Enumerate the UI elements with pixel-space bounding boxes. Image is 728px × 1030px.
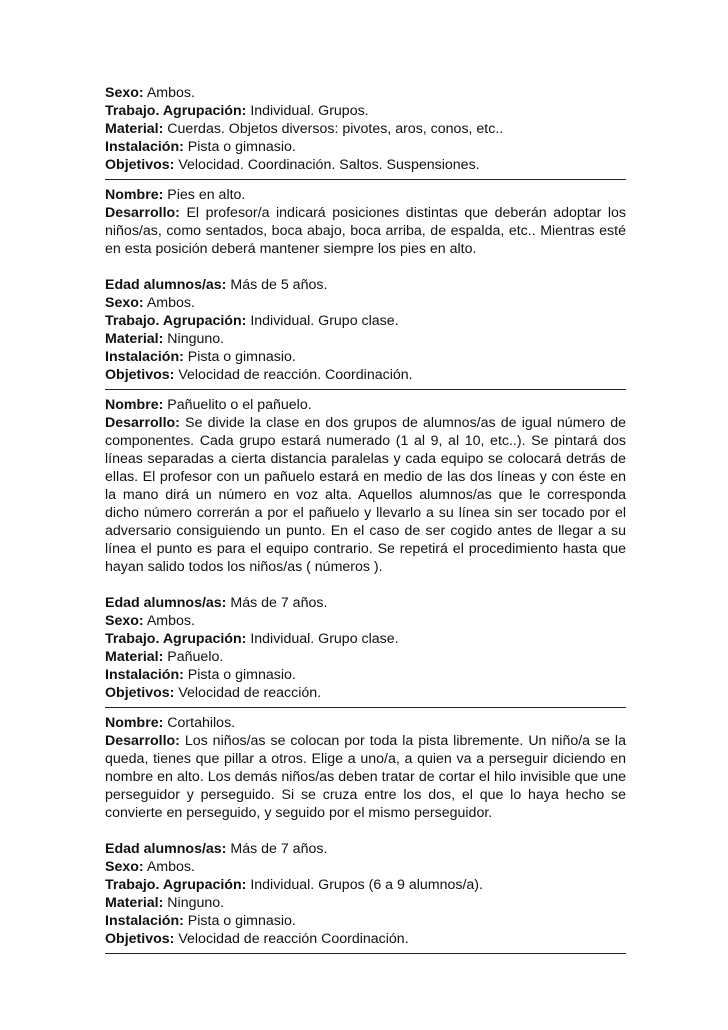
instalacion-label: Instalación: [105,139,184,155]
objetivos-label: Objetivos: [105,157,175,173]
sexo-line [105,858,626,876]
edad-value: Más de 7 años. [230,595,328,611]
game-details-block [105,84,626,174]
material-label: Material: [105,895,164,911]
edad-label: Edad alumnos/as: [105,595,227,611]
objetivos-label: Objetivos: [105,685,175,701]
edad-line [105,840,626,858]
trabajo-value: Individual. Grupos. [250,103,369,119]
section-divider [105,953,626,954]
material-line [105,894,626,912]
nombre-label: Nombre: [105,397,164,413]
trabajo-line [105,630,626,648]
trabajo-value: Individual. Grupos (6 a 9 alumnos/a). [250,877,483,893]
objetivos-label: Objetivos: [105,367,175,383]
edad-value: Más de 7 años. [230,841,328,857]
sexo-value: Ambos. [146,85,195,101]
game-entry [105,714,626,948]
sexo-line [105,294,626,312]
material-line [105,330,626,348]
spacer [105,822,626,840]
sexo-label: Sexo: [105,859,144,875]
sexo-label: Sexo: [105,295,144,311]
desarrollo-value: Los niños/as se colocan por toda la pista libremente. Un niño/a se la queda, tienes que pillar a otros. Elige a uno/a, a quien va a perseguir diciendo en nombre en alto. Los demás niños/as deben tratar de cortar el hilo invisible que une perseguidor y perseguido. Si se cruza entre los dos, el que lo haya hecho se convierte en perseguido, y seguido por el mismo perseguidor. [105,733,626,821]
objetivos-line [105,930,626,948]
instalacion-label: Instalación: [105,913,184,929]
desarrollo-paragraph [105,204,626,258]
instalacion-value: Pista o gimnasio. [187,349,296,365]
nombre-value: Pies en alto. [167,187,246,203]
spacer [105,258,626,276]
trabajo-line [105,876,626,894]
game-entry [105,396,626,702]
trabajo-label: Trabajo. Agrupación: [105,631,247,647]
nombre-value: Pañuelito o el pañuelo. [167,397,312,413]
edad-value: Más de 5 años. [230,277,328,293]
nombre-label: Nombre: [105,715,164,731]
objetivos-value: Velocidad de reacción. Coordinación. [178,367,413,383]
instalacion-label: Instalación: [105,349,184,365]
edad-line [105,276,626,294]
objetivos-value: Velocidad de reacción. [178,685,322,701]
sexo-value: Ambos. [146,859,195,875]
nombre-line [105,714,626,732]
section-divider [105,389,626,390]
trabajo-line [105,312,626,330]
material-value: Ninguno. [167,895,225,911]
sexo-label: Sexo: [105,613,144,629]
desarrollo-paragraph [105,414,626,576]
instalacion-label: Instalación: [105,667,184,683]
nombre-value: Cortahilos. [167,715,236,731]
trabajo-label: Trabajo. Agrupación: [105,877,247,893]
edad-line [105,594,626,612]
desarrollo-value: El profesor/a indicará posiciones distintas que deberán adoptar los niños/as, como sentados, boca abajo, boca arriba, de espalda, etc.. Mientras esté en esta posición deberá mantener siempre los pies en alto. [105,205,626,257]
objetivos-label: Objetivos: [105,931,175,947]
objetivos-value: Velocidad de reacción Coordinación. [178,931,409,947]
trabajo-label: Trabajo. Agrupación: [105,313,247,329]
document-page [105,84,626,960]
instalacion-value: Pista o gimnasio. [187,139,296,155]
game-entry [105,186,626,384]
material-line [105,648,626,666]
material-value: Ninguno. [167,331,225,347]
sexo-value: Ambos. [146,613,195,629]
sexo-line [105,612,626,630]
edad-label: Edad alumnos/as: [105,841,227,857]
material-value: Cuerdas. Objetos diversos: pivotes, aros, conos, etc.. [167,121,504,137]
desarrollo-label: Desarrollo: [105,415,180,431]
objetivos-line [105,684,626,702]
instalacion-value: Pista o gimnasio. [187,913,296,929]
nombre-line [105,396,626,414]
instalacion-line [105,138,626,156]
material-line [105,120,626,138]
section-divider [105,179,626,180]
desarrollo-label: Desarrollo: [105,733,180,749]
material-label: Material: [105,331,164,347]
material-label: Material: [105,649,164,665]
sexo-value: Ambos. [146,295,195,311]
objetivos-line [105,156,626,174]
nombre-label: Nombre: [105,187,164,203]
instalacion-line [105,348,626,366]
trabajo-value: Individual. Grupo clase. [250,631,399,647]
trabajo-line [105,102,626,120]
edad-label: Edad alumnos/as: [105,277,227,293]
instalacion-line [105,912,626,930]
objetivos-line [105,366,626,384]
instalacion-line [105,666,626,684]
spacer [105,576,626,594]
objetivos-value: Velocidad. Coordinación. Saltos. Suspensiones. [178,157,480,173]
trabajo-label: Trabajo. Agrupación: [105,103,247,119]
desarrollo-paragraph [105,732,626,822]
section-divider [105,707,626,708]
material-label: Material: [105,121,164,137]
sexo-line [105,84,626,102]
nombre-line [105,186,626,204]
desarrollo-label: Desarrollo: [105,205,180,221]
trabajo-value: Individual. Grupo clase. [250,313,399,329]
material-value: Pañuelo. [167,649,224,665]
instalacion-value: Pista o gimnasio. [187,667,296,683]
sexo-label: Sexo: [105,85,144,101]
desarrollo-value: Se divide la clase en dos grupos de alumnos/as de igual número de componentes. Cada grupo estará numerado (1 al 9, al 10, etc..). Se pintará dos líneas separadas a cierta distancia paralelas y cada equipo se colocará detrás de ellas. El profesor con un pañuelo estará en medio de las dos líneas y con éste en la mano dirá un número en voz alta. Aquellos alumnos/as que le corresponda dicho número correrán a por el pañuelo y llevarlo a su línea sin ser tocado por el adversario consiguiendo un punto. En el caso de ser cogido antes de llegar a su línea el punto es para el equipo contrario. Se repetirá el procedimiento hasta que hayan salido todos los niños/as ( números ). [105,415,626,575]
